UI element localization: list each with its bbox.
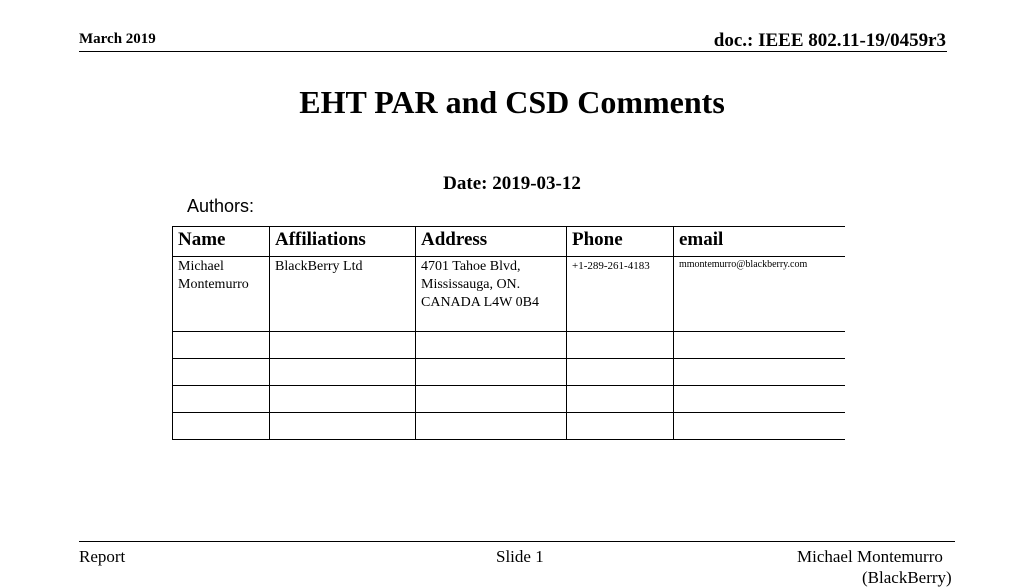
header-cell-email: email bbox=[674, 227, 845, 257]
empty-cell bbox=[567, 413, 674, 440]
empty-cell bbox=[173, 386, 270, 413]
author-email: mmontemurro@blackberry.com bbox=[674, 257, 845, 332]
header-cell-address: Address bbox=[416, 227, 567, 257]
authors-label: Authors: bbox=[187, 196, 255, 216]
header-doc-id: doc.: IEEE 802.11-19/0459r3 bbox=[713, 30, 946, 51]
footer-divider bbox=[79, 541, 955, 542]
table-row bbox=[173, 413, 845, 440]
empty-cell bbox=[416, 386, 567, 413]
table-row bbox=[173, 359, 845, 386]
header-cell-affiliations: Affiliations bbox=[270, 227, 416, 257]
empty-cell bbox=[674, 386, 845, 413]
author-affiliation: BlackBerry Ltd bbox=[270, 257, 416, 332]
empty-cell bbox=[270, 332, 416, 359]
empty-cell bbox=[567, 332, 674, 359]
empty-cell bbox=[173, 359, 270, 386]
table-row bbox=[173, 332, 845, 359]
empty-cell bbox=[674, 413, 845, 440]
empty-cell bbox=[416, 359, 567, 386]
empty-cell bbox=[674, 359, 845, 386]
empty-cell bbox=[173, 332, 270, 359]
empty-cell bbox=[567, 386, 674, 413]
authors-table bbox=[172, 226, 845, 440]
empty-cell bbox=[416, 332, 567, 359]
footer-slide-number: Slide 1 bbox=[496, 547, 544, 566]
empty-cell bbox=[270, 413, 416, 440]
header-cell-phone: Phone bbox=[567, 227, 674, 257]
header-date: March 2019 bbox=[79, 31, 156, 47]
empty-cell bbox=[567, 359, 674, 386]
empty-cell bbox=[270, 386, 416, 413]
empty-cell bbox=[270, 359, 416, 386]
header-cell-name: Name bbox=[173, 227, 270, 257]
table-header-row bbox=[173, 227, 845, 257]
footer-author: Michael Montemurro bbox=[797, 547, 943, 566]
footer-author-affiliation: (BlackBerry) bbox=[862, 568, 952, 587]
empty-cell bbox=[416, 413, 567, 440]
table-row bbox=[173, 386, 845, 413]
empty-cell bbox=[674, 332, 845, 359]
empty-cell bbox=[173, 413, 270, 440]
table-row bbox=[173, 257, 845, 332]
author-address: 4701 Tahoe Blvd, Mississauga, ON. CANADA L4W 0B4 bbox=[416, 257, 567, 332]
header-divider bbox=[79, 51, 947, 52]
slide-date-text: Date: 2019-03-12 bbox=[443, 173, 581, 194]
slide-title: EHT PAR and CSD Comments bbox=[299, 84, 725, 120]
author-phone: +1-289-261-4183 bbox=[567, 257, 674, 332]
slide-date bbox=[0, 173, 1024, 195]
footer-left: Report bbox=[79, 547, 126, 566]
author-name: Michael Montemurro bbox=[173, 257, 270, 332]
